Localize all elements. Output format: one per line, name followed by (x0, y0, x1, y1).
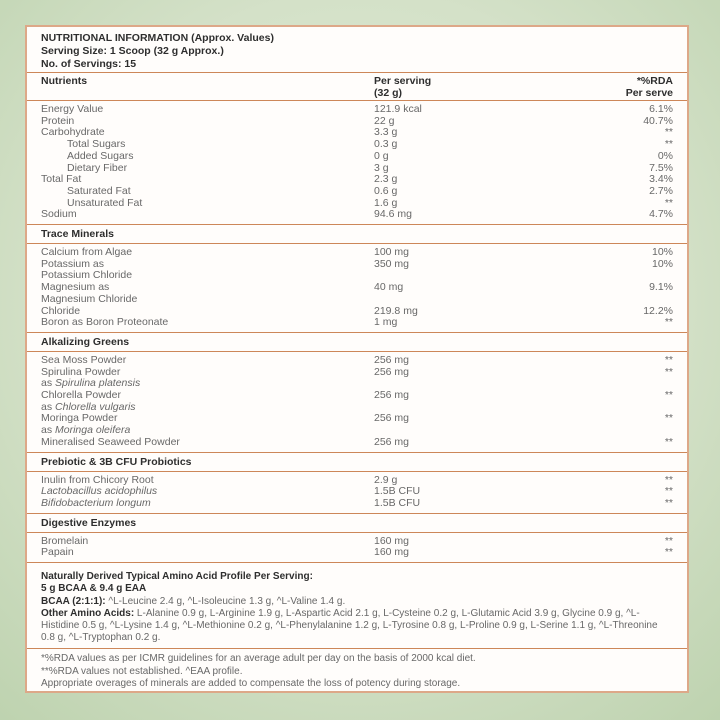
table-row (41, 355, 673, 367)
table-row (41, 317, 673, 329)
table-row (41, 116, 673, 128)
nutrient-name: Chlorella Powder (41, 389, 121, 402)
rda-value: ** (664, 138, 673, 151)
section-title: Alkalizing Greens (41, 335, 130, 348)
rda-value: 4.7% (649, 208, 673, 221)
nutrient-name: Added Sugars (67, 149, 134, 162)
nutrient-name: Boron as Boron Proteonate (41, 316, 169, 329)
nutrient-name-cell (41, 209, 374, 221)
per-serving-value: 94.6 mg (374, 208, 412, 221)
species-name: Chlorella vulgaris (55, 400, 136, 413)
footnotes (39, 649, 675, 693)
per-serving-value: 121.9 kcal (374, 103, 422, 115)
nutrient-name-cell (41, 247, 374, 259)
per-serving-value: 160 mg (374, 534, 410, 547)
bcaa-line (41, 596, 673, 608)
nutrient-name-cell (41, 536, 374, 548)
per-serving-value: 22 g (374, 114, 395, 127)
nutrient-name: Saturated Fat (67, 184, 131, 197)
per-serving-value: 40 mg (374, 281, 404, 294)
nutrient-name: Chloride (41, 304, 81, 317)
rda-value: ** (664, 389, 673, 402)
section-title: Digestive Enzymes (41, 516, 137, 529)
table-row (41, 198, 673, 210)
nutrient-name-cell (41, 547, 374, 559)
table-row (41, 259, 673, 282)
nutrient-name-cell (41, 413, 374, 436)
per-serving-value: 1.5B CFU (374, 496, 421, 509)
nutrient-name-cell (41, 198, 374, 210)
table-row (41, 536, 673, 548)
nutrient-name-line2: as Chlorella vulgaris (41, 400, 136, 413)
nutrient-name: Carbohydrate (41, 126, 105, 139)
nutrient-name: Moringa Powder (41, 412, 118, 425)
serving-size-text: Serving Size: 1 Scoop (32 g Approx.) (41, 45, 224, 57)
per-serving-value: 3 g (374, 161, 389, 174)
per-serving-value: 219.8 mg (374, 304, 418, 317)
rda-value: ** (664, 435, 673, 448)
nutrient-name-cell (41, 104, 374, 116)
nutrient-name: Sodium (41, 208, 77, 221)
nutrient-name-line2: as Moringa oleifera (41, 424, 131, 437)
rda-value: 10% (651, 257, 673, 270)
per-serving-value: 256 mg (374, 353, 410, 366)
nutrient-name: Bromelain (41, 534, 89, 547)
table-row (41, 139, 673, 151)
rda-value: 40.7% (643, 114, 673, 127)
bcaa-values: ^L-Leucine 2.4 g, ^L-Isoleucine 1.3 g, ^L-Valine 1.4 g. (105, 595, 346, 607)
nutrient-name-cell (41, 282, 374, 305)
rda-value: 2.7% (649, 184, 673, 197)
rda-value: ** (664, 473, 673, 486)
section-title: Prebiotic & 3B CFU Probiotics (41, 455, 192, 468)
nutrient-name: Lactobacillus acidophilus (41, 485, 158, 498)
nutrient-name-cell (41, 317, 374, 329)
section-body (39, 244, 675, 332)
per-serving-value: 0.6 g (374, 184, 398, 197)
other-amino-acids-values: L-Alanine 0.9 g, L-Arginine 1.9 g, L-Aspartic Acid 2.1 g, L-Cysteine 0.2 g, L-Glutamic Acid 3.9 g, Glycine 0.9 g, ^L-Histidine 0.5 g, ^L-Lysine 1.4 g, ^L-Methionine 0.2 g, ^L-Phenylalanine 1.2 g, L-Tyrosine 0.8 g, L-Proline 0.9 g, L-Serine 1.1 g, ^L-Threonine 0.8 g, ^L-Tryptophan 0.2 g. (41, 607, 658, 644)
bcaa-label: BCAA (2:1:1): (41, 595, 106, 607)
col-header-rda-line1: *%RDA (636, 75, 673, 87)
nutrient-name: Calcium from Algae (41, 246, 133, 259)
table-row (41, 367, 673, 390)
table-row (41, 413, 673, 436)
table-row (41, 186, 673, 198)
per-serving-value: 256 mg (374, 412, 410, 425)
col-header-rda-line2: Per serve (625, 86, 673, 99)
col-header-per-serving-line1: Per serving (374, 75, 432, 87)
table-row (41, 127, 673, 139)
rda-value: ** (664, 126, 673, 139)
nutrient-name-cell (41, 498, 374, 510)
nutrient-name: Mineralised Seaweed Powder (41, 435, 180, 448)
servings-count-text: No. of Servings: 15 (41, 58, 137, 70)
rda-value: ** (664, 546, 673, 559)
section-title: Trace Minerals (41, 228, 114, 241)
table-row (41, 498, 673, 510)
nutrient-name: Total Fat (41, 173, 82, 186)
nutrient-name-cell (41, 151, 374, 163)
col-header-per-serving-line2: (32 g) (374, 86, 403, 99)
table-row (41, 390, 673, 413)
nutrient-name: Inulin from Chicory Root (41, 473, 154, 486)
rda-value: 3.4% (649, 173, 673, 186)
table-row (41, 151, 673, 163)
other-amino-acids-line (41, 608, 673, 645)
table-row (41, 163, 673, 175)
rda-value: 10% (651, 246, 673, 259)
nutrient-name-line2: Potassium Chloride (41, 269, 133, 282)
section-body (39, 533, 675, 562)
section-body (39, 472, 675, 513)
nutrition-title: NUTRITIONAL INFORMATION (Approx. Values) (41, 32, 274, 44)
nutrient-name-cell (41, 259, 374, 282)
nutrient-name: Magnesium as (41, 281, 110, 294)
amino-profile-subtitle: 5 g BCAA & 9.4 g EAA (41, 583, 147, 595)
section-body (39, 352, 675, 452)
nutrient-name-line2: as Spirulina platensis (41, 377, 141, 390)
other-amino-acids-label: Other Amino Acids: (41, 607, 135, 619)
col-header-rda (593, 76, 673, 99)
footnote-rda-guidelines: *%RDA values as per ICMR guidelines for an average adult per day on the basis of 2000 kcal diet. (41, 653, 476, 665)
rda-value: ** (664, 196, 673, 209)
rda-value: ** (664, 316, 673, 329)
nutrient-name-line2: Magnesium Chloride (41, 292, 138, 305)
per-serving-value: 0 g (374, 149, 389, 162)
nutrient-name-cell (41, 186, 374, 198)
species-name: Spirulina platensis (55, 377, 141, 390)
nutrition-facts-panel (25, 25, 689, 693)
rda-value: ** (664, 496, 673, 509)
nutrient-name: Total Sugars (67, 138, 126, 151)
col-header-nutrients: Nutrients (41, 75, 88, 87)
species-name: Moringa oleifera (55, 424, 131, 437)
table-row (41, 174, 673, 186)
rda-value: 9.1% (649, 281, 673, 294)
nutrient-name: Protein (41, 114, 75, 127)
per-serving-value: 1.6 g (374, 196, 398, 209)
table-row (41, 104, 673, 116)
nutrient-name: Potassium as (41, 257, 105, 270)
footnote-rda-not-established: **%RDA values not established. ^EAA profile. (41, 665, 243, 677)
rda-value: ** (664, 534, 673, 547)
nutrient-name-cell (41, 367, 374, 390)
per-serving-value: 3.3 g (374, 126, 398, 139)
nutrient-name-cell (41, 437, 374, 449)
nutrient-table-sections (39, 101, 675, 562)
per-serving-value: 256 mg (374, 365, 410, 378)
footnote-overages: Appropriate overages of minerals are added to compensate the loss of potency during storage. (41, 678, 461, 690)
per-serving-value: 256 mg (374, 435, 410, 448)
nutrient-name: Unsaturated Fat (67, 196, 143, 209)
nutrient-name: Bifidobacterium longum (41, 496, 151, 509)
per-serving-value: 2.9 g (374, 473, 398, 486)
rda-value: ** (664, 485, 673, 498)
nutrient-name-cell (41, 390, 374, 413)
nutrient-name: Spirulina Powder (41, 365, 121, 378)
rda-value: ** (664, 412, 673, 425)
amino-profile-title: Naturally Derived Typical Amino Acid Profile Per Serving: (41, 571, 313, 583)
nutrient-name: Dietary Fiber (67, 161, 128, 174)
nutrient-name: Papain (41, 546, 74, 559)
nutrient-name-cell (41, 163, 374, 175)
rda-value: 7.5% (649, 161, 673, 174)
table-row (41, 209, 673, 221)
per-serving-value: 350 mg (374, 257, 410, 270)
per-serving-value: 256 mg (374, 389, 410, 402)
rda-value: 0% (657, 149, 673, 162)
rda-value: ** (664, 365, 673, 378)
table-row (41, 547, 673, 559)
col-header-per-serving (374, 76, 593, 99)
rda-value: ** (664, 353, 673, 366)
per-serving-value: 1.5B CFU (374, 485, 421, 498)
nutrient-name: Energy Value (41, 103, 104, 115)
amino-acid-profile (39, 563, 675, 648)
column-header-row (39, 73, 675, 100)
panel-header (39, 27, 675, 72)
per-serving-value: 160 mg (374, 546, 410, 559)
per-serving-value: 100 mg (374, 246, 410, 259)
per-serving-value: 1 mg (374, 316, 398, 329)
table-row (41, 282, 673, 305)
nutrient-name: Sea Moss Powder (41, 353, 127, 366)
table-row (41, 437, 673, 449)
section-body (39, 101, 675, 224)
nutrient-name-cell (41, 355, 374, 367)
per-serving-value: 2.3 g (374, 173, 398, 186)
per-serving-value: 0.3 g (374, 138, 398, 151)
rda-value: 6.1% (649, 103, 673, 115)
table-row (41, 247, 673, 259)
rda-value: 12.2% (643, 304, 673, 317)
